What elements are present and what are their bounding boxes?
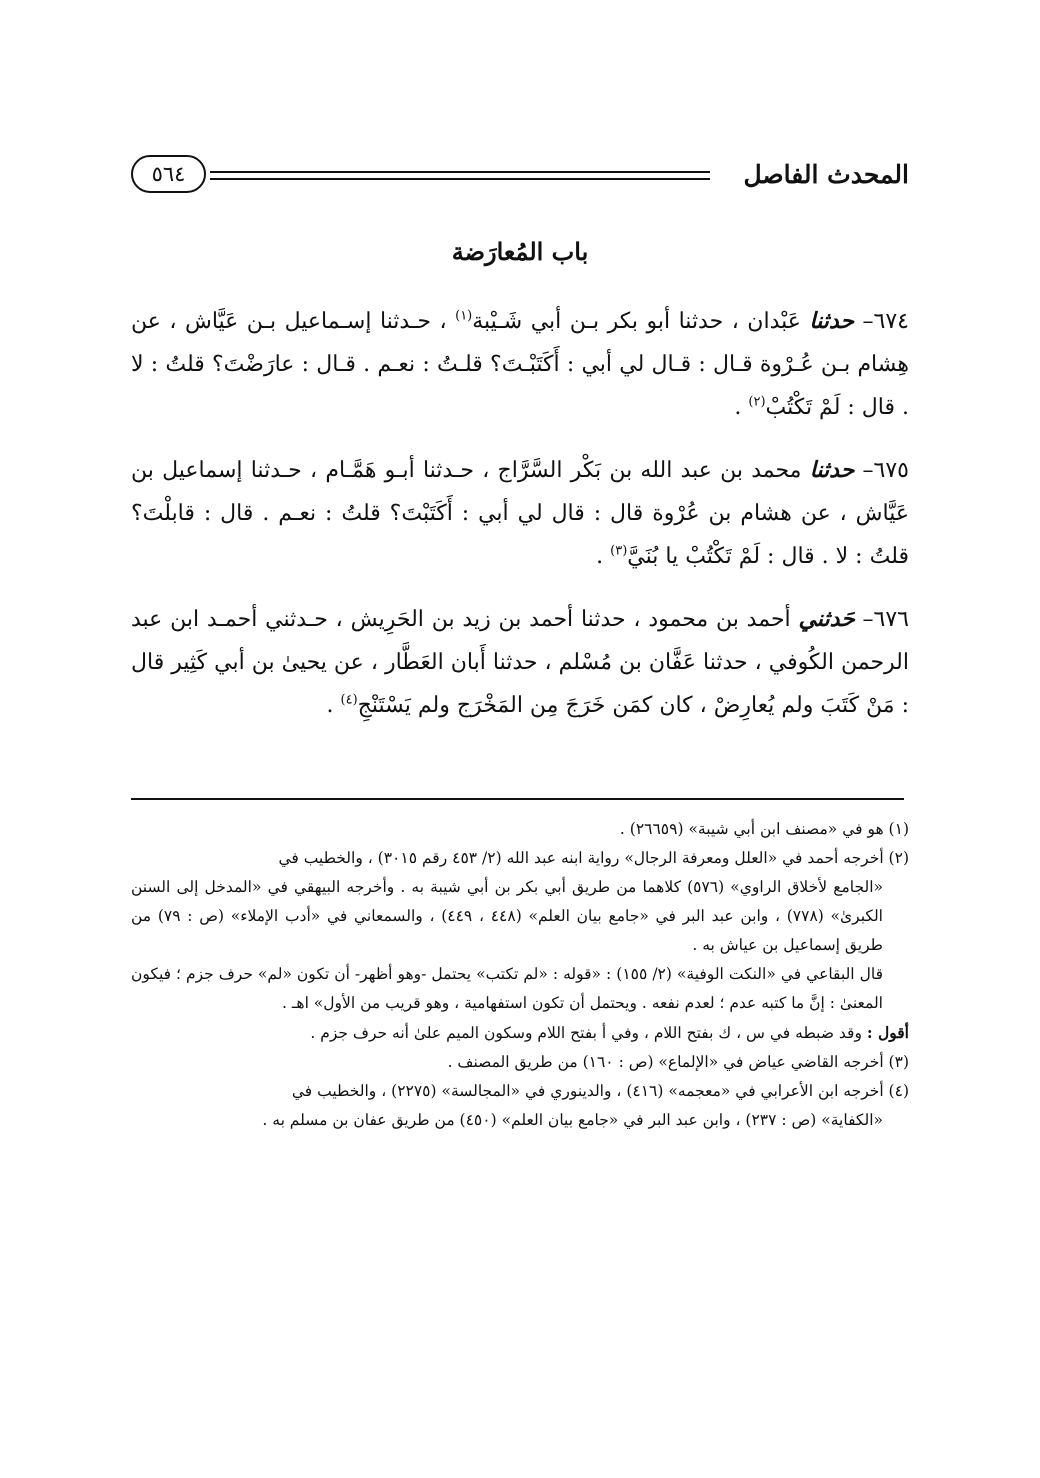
footnote-2-quote: قال البقاعي في «النكت الوفية» (٢/ ١٥٥) : «قوله : «لم تكتب» يحتمل -وهو أظهر- أن تكون «لم» حرف جزم ؛ فيكون المعنىٰ : إنَّ ما كتبه عدم ؛ لعدم نفعه . ويحتمل أن تكون استفهامية ، وهو قريب من الأول» اهـ .	[131, 965, 883, 1012]
narration-cue: حدثنا	[809, 457, 855, 483]
footnote-2-continued: «الجامع لأخلاق الراوي» (٥٧٦) كلاهما من طريق أبي بكر بن أبي شيبة به . وأخرجه البيهقي في «المدخل إلى السنن الكبرىٰ» (٧٧٨) ، وابن عبد البر في «جامع بيان العلم» (٤٤٨ ، ٤٤٩) ، والسمعاني في «أدب الإملاء» (ص : ٧٩) من طريق إسماعيل بن عياش به .	[131, 878, 884, 954]
hadith-end: .	[734, 395, 742, 420]
footnote-1: (١) هو في «مصنف ابن أبي شيبة» (٢٦٦٥٩) .	[619, 820, 909, 838]
remark-text: وقد ضبطه في س ، ك بفتح اللام ، وفي أ بفتح اللام وسكون الميم علىٰ أنه حرف جزم .	[310, 1024, 862, 1042]
hadith-text: ، حـدثنا إسـماعيل بـن عَيَّاش ، عن هِشام بـن عُـرْوة قـال : قـال لي أبي : أَكَتَبْـتَ؟ قلـتُ : نعـم . قـال : عارَضْتَ؟ قلتُ : لا . قال : لَمْ تَكْتُبْ	[131, 309, 909, 420]
footnote-ref: (٤)	[340, 692, 358, 708]
book-title: المحدث الفاصل	[743, 160, 909, 189]
narration-cue: حدثنا	[809, 308, 855, 334]
main-text	[131, 300, 909, 747]
page-number-text: ٥٦٤	[151, 162, 186, 186]
footnote-2-remark	[131, 1018, 909, 1048]
footnote-4-continued: «الكفاية» (ص : ٢٣٧) ، وابن عبد البر في «جامع بيان العلم» (٤٥٠) من طريق عفان بن مسلم به .	[262, 1111, 883, 1129]
footnote-3: (٣) أخرجه القاضي عياض في «الإلماع» (ص : ١٦٠) من طريق المصنف .	[447, 1053, 909, 1071]
hadith-text: محمد بن عبد الله بن بَكْر السَّرَّاج ، حـدثنا أبـو هَمَّـام ، حـدثنا إسماعيل بن عَيَّاش ، عن هشام بن عُرْوة قال : قال لي أبي : أَكَتَبْتَ؟ قلتُ : نعـم . قال : قابلْتَ؟ قلتُ : لا . قال : لَمْ تَكْتُبْ يا بُنَيَّ	[131, 458, 909, 569]
hadith-number: ٦٧٥	[873, 458, 909, 483]
footnote-ref: (٢)	[748, 394, 766, 410]
hadith-676: ٦٧٦– حَدثني أحمد بن محمود ، حدثنا أحمد بن زيد بن الحَرِيش ، حـدثني أحمـد ابن عبد الرحمن الكُوفي ، حدثنا عَفَّان بن مُسْلم ، حدثنا أَبان العَطَّار ، عن يحيىٰ بن أبي كَثِير قال : مَنْ كَتَبَ ولم يُعارِضْ ، كان كمَن خَرَجَ مِن المَخْرَج ولم يَسْتَنْجِ$^{(٤)}$ .	[131, 606, 909, 718]
page-number	[131, 155, 206, 193]
hadith-end: .	[596, 544, 604, 569]
hadith-674: ٦٧٤– حدثنا عَبْدان ، حدثنا أبو بكر بـن أبي شَـيْبة$^{(١)}$ ، حـدثنا إسـماعيل بـن عَيَّاش ، عن هِشام بـن عُـرْوة قـال : قـال لي أبي : أَكَتَبْـتَ؟ قلـتُ : نعـم . قـال : عارَضْتَ؟ قلتُ : لا . قال : لَمْ تَكْتُبْ$^{(٢)}$ .	[131, 308, 909, 420]
footnote-4: (٤) أخرجه ابن الأعرابي في «معجمه» (٤١٦) ، والدينوري في «المجالسة» (٢٢٧٥) ، والخطيب في	[291, 1082, 909, 1100]
hadith-end: .	[326, 693, 334, 718]
footnotes	[131, 815, 909, 1135]
remark-label: أقول :	[866, 1023, 909, 1042]
footnote-2: (٢) أخرجه أحمد في «العلل ومعرفة الرجال» رواية ابنه عبد الله (٢/ ٤٥٣ رقم ٣٠١٥) ، والخطيب في	[278, 849, 909, 867]
hadith-text: أحمد بن محمود ، حدثنا أحمد بن زيد بن الحَرِيش ، حـدثني أحمـد ابن عبد الرحمن الكُوفي ، حدثنا عَفَّان بن مُسْلم ، حدثنا أَبان العَطَّار ، عن يحيىٰ بن أبي كَثِير قال : مَنْ كَتَبَ ولم يُعارِضْ ، كان كمَن خَرَجَ مِن المَخْرَج ولم يَسْتَنْجِ	[131, 607, 909, 718]
hadith-675: ٦٧٥– حدثنا محمد بن عبد الله بن بَكْر السَّرَّاج ، حـدثنا أبـو هَمَّـام ، حـدثنا إسماعيل بن عَيَّاش ، عن هشام بن عُرْوة قال : قال لي أبي : أَكَتَبْتَ؟ قلتُ : نعـم . قال : قابلْتَ؟ قلتُ : لا . قال : لَمْ تَكْتُبْ يا بُنَيَّ$^{(٣)}$ .	[131, 457, 909, 569]
footnote-ref: (١)	[455, 308, 473, 324]
chapter-title: باب المُعارَضة	[451, 237, 589, 266]
header-double-rule	[210, 171, 710, 180]
footnote-ref: (٣)	[610, 543, 628, 559]
footnote-separator	[131, 798, 904, 800]
hadith-number: ٦٧٦	[873, 607, 909, 632]
hadith-text: عَبْدان ، حدثنا أبو بكر بـن أبي شَـيْبة	[472, 309, 801, 334]
narration-cue: حَدثني	[798, 606, 855, 632]
hadith-number: ٦٧٤	[873, 309, 909, 334]
